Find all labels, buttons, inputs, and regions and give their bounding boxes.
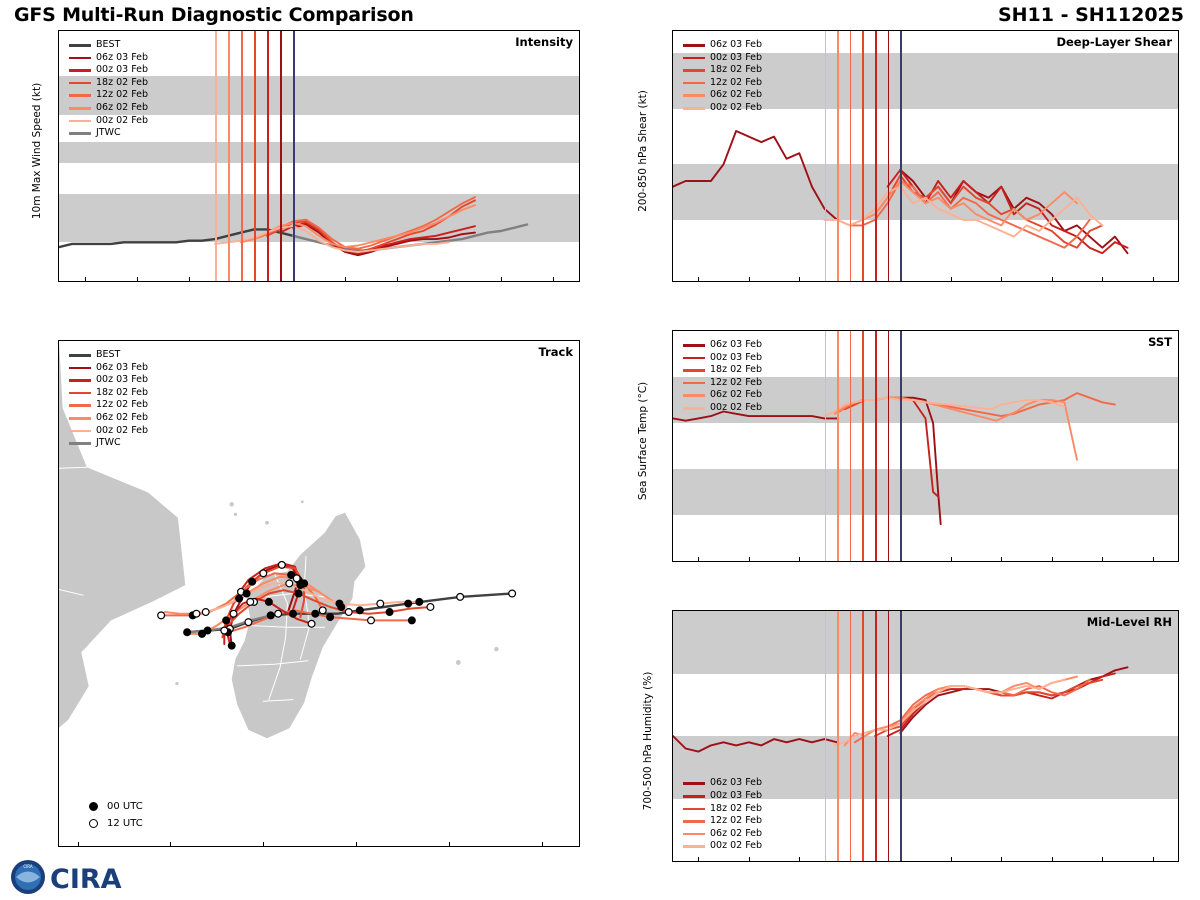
panel-sst [600,320,1200,610]
legend-item[interactable] [683,828,762,841]
run-init-line [850,611,852,861]
track-marker-00utc [408,617,415,624]
legend-swatch [683,795,705,798]
legend-item[interactable] [683,777,762,790]
legend-item[interactable] [69,115,148,128]
legend-swatch [683,344,705,347]
run-init-line [837,31,839,281]
run-init-line [837,611,839,861]
track-marker-12utc [377,600,384,607]
legend-item[interactable] [683,389,762,402]
track-marker-00utc [295,590,302,597]
legend-item[interactable] [69,64,148,77]
marker-legend-item [89,815,143,832]
track-marker-00utc [297,582,304,589]
rh-plot-area [672,610,1179,862]
track-marker-00utc [267,612,274,619]
legend-swatch [69,107,91,110]
panel-title: Mid-Level RH [1086,615,1172,629]
map-island [230,502,234,506]
run-init-line [862,331,864,561]
series-12z-02-feb [840,393,1115,416]
panel-track [0,325,600,885]
legend-label: 00z 02 Feb [710,101,763,113]
track-marker-00utc [312,610,319,617]
run-init-line [862,611,864,861]
legend-item[interactable] [683,339,762,352]
legend-swatch [69,57,91,60]
run-init-line [825,31,827,281]
track-marker-00utc [386,609,393,616]
track-marker-12utc [278,561,285,568]
legend-label: BEST [96,39,121,50]
run-init-line [267,31,269,281]
legend-label: 06z 03 Feb [710,339,763,350]
run-init-line [875,331,877,561]
legend-item[interactable] [683,52,762,65]
legend-item[interactable] [683,364,762,377]
legend-label: 00z 03 Feb [710,51,763,63]
track-marker-12utc [286,580,293,587]
track-marker-12utc [247,599,254,606]
legend-item[interactable] [683,815,762,828]
run-init-line [900,331,902,561]
legend-item[interactable] [683,402,762,415]
legend [683,777,762,853]
legend-label: 00z 03 Feb [96,374,149,386]
legend [69,39,148,140]
run-init-line [888,611,890,861]
panel-rh [600,610,1200,900]
track-marker-12utc [345,609,352,616]
legend-item[interactable] [69,102,148,115]
marker-00utc-icon [89,802,98,811]
legend-swatch [69,94,91,97]
legend-item[interactable] [69,399,148,412]
legend-item[interactable] [69,89,148,102]
legend-item[interactable] [69,349,148,362]
track-marker-12utc [308,620,315,627]
sst-y-label: Sea Surface Temp (°C) [637,381,649,501]
legend-swatch [683,357,705,360]
run-init-line [254,31,256,281]
run-init-line [850,31,852,281]
marker-legend [89,798,143,832]
map-island [301,500,304,503]
legend-swatch [683,782,705,785]
run-init-line [875,611,877,861]
track-marker-12utc [457,593,464,600]
legend-item[interactable] [69,77,148,90]
track-marker-12utc [158,612,165,619]
track-marker-00utc [336,600,343,607]
track-marker-00utc [223,617,230,624]
legend-swatch [683,82,705,85]
run-init-line [241,31,243,281]
legend-item[interactable] [683,352,762,365]
legend-label: 06z 02 Feb [710,89,763,101]
panel-shear [600,0,1200,320]
legend-label: 18z 02 Feb [96,386,149,398]
legend-item[interactable] [69,425,148,438]
legend-label: JTWC [96,437,121,449]
map-island [234,513,237,516]
legend-label: 12z 02 Feb [96,89,149,101]
series-06z-03-feb [900,170,1127,253]
map-island [456,660,461,665]
legend-label: 12z 02 Feb [96,399,149,411]
legend-swatch [683,394,705,397]
legend-label: 00z 03 Feb [96,64,149,76]
legend [683,339,762,415]
legend-swatch [69,392,91,395]
legend-label: 18z 02 Feb [710,364,763,376]
legend-label: 06z 03 Feb [710,777,763,789]
track-marker-00utc [184,629,191,636]
track-marker-00utc [416,599,423,606]
legend-swatch [69,367,91,370]
legend-item[interactable] [683,790,762,803]
track-marker-12utc [193,610,200,617]
track-marker-12utc [230,610,237,617]
shear-y-label: 200-850 hPa Shear (kt) [637,90,649,212]
legend-swatch [683,833,705,836]
track-marker-00utc [249,578,256,585]
cira-logo [8,856,128,898]
series-06z-03-feb [900,667,1127,733]
map-island [265,521,269,525]
run-init-line [888,331,890,561]
legend-label: 00z 03 Feb [710,351,763,363]
legend-label: BEST [96,349,121,360]
legend-label: 18z 02 Feb [710,802,763,814]
legend-label: 06z 02 Feb [96,411,149,423]
run-init-line [280,31,282,281]
legend-swatch [69,354,91,357]
panel-intensity [0,0,600,320]
track-marker-12utc [275,610,282,617]
run-init-line [837,331,839,561]
legend-label: 18z 02 Feb [710,64,763,76]
svg-text:CIRA: CIRA [50,864,122,895]
run-init-line [228,31,230,281]
legend-swatch [69,132,91,135]
legend-swatch [69,69,91,72]
legend-swatch [69,379,91,382]
track-marker-12utc [319,607,326,614]
legend-item[interactable] [683,377,762,390]
legend-item[interactable] [683,102,762,115]
legend-swatch [683,69,705,72]
legend-swatch [683,369,705,372]
track-marker-12utc [368,617,375,624]
track-marker-00utc [243,590,250,597]
run-init-line [850,331,852,561]
track-marker-00utc [228,642,235,649]
run-init-line [888,31,890,281]
sst-plot-area [672,330,1179,562]
legend-label: 12z 02 Feb [710,815,763,827]
legend-label: JTWC [96,127,121,139]
legend-label: 00z 02 Feb [96,114,149,126]
legend-swatch [683,44,705,47]
legend-swatch [683,820,705,823]
legend-swatch [683,382,705,385]
legend-item[interactable] [69,362,148,375]
run-init-line [825,331,827,561]
run-init-line [862,31,864,281]
series-analysis [673,131,837,220]
legend-item[interactable] [683,64,762,77]
legend-item[interactable] [69,387,148,400]
legend-swatch [69,44,91,47]
track-marker-00utc [327,614,334,621]
legend-item[interactable] [69,127,148,140]
legend-item[interactable] [69,374,148,387]
map-island [494,647,498,651]
track-marker-12utc [221,627,228,634]
legend-swatch [69,417,91,420]
legend-swatch [683,845,705,848]
legend-item[interactable] [69,52,148,65]
panel-title: SST [1148,335,1172,349]
run-init-line [900,611,902,861]
run-init-line [215,31,217,281]
track-marker-00utc [405,600,412,607]
legend-swatch [69,442,91,445]
legend-swatch [69,82,91,85]
legend-swatch [683,407,705,410]
legend [69,349,148,450]
panel-title: Deep-Layer Shear [1056,35,1172,49]
run-init-line [825,611,827,861]
track-marker-00utc [204,627,211,634]
rh-y-label: 700-500 hPa Humidity (%) [642,671,654,811]
legend-swatch [683,107,705,110]
shear-plot-area [672,30,1179,282]
legend-label: 06z 02 Feb [710,389,763,401]
track-marker-00utc [356,607,363,614]
legend-label: 00z 03 Feb [710,790,763,802]
run-init-line [293,31,295,281]
legend-label: 06z 03 Feb [96,51,149,63]
series-18z-02-feb [875,175,1102,247]
legend-label: 06z 03 Feb [710,39,763,50]
track-marker-00utc [265,599,272,606]
track-marker-12utc [509,590,516,597]
marker-legend-label: 12 UTC [107,818,143,829]
track-marker-12utc [202,609,209,616]
series-06z-03-feb [900,398,940,525]
run-init-line [875,31,877,281]
legend-item[interactable] [683,39,762,52]
panel-title: Track [538,345,573,359]
legend-swatch [69,120,91,123]
legend-label: 18z 02 Feb [96,76,149,88]
legend-label: 12z 02 Feb [710,76,763,88]
map-island [175,682,178,685]
legend-label: 12z 02 Feb [710,376,763,388]
legend-label: 00z 02 Feb [710,401,763,413]
run-init-line [900,31,902,281]
legend-swatch [683,57,705,60]
page-title: GFS Multi-Run Diagnostic Comparison [14,4,414,26]
legend-label: 00z 02 Feb [96,424,149,436]
legend-item[interactable] [683,77,762,90]
track-marker-00utc [290,610,297,617]
intensity-plot-area [58,30,580,282]
legend-item[interactable] [69,437,148,450]
track-marker-12utc [245,619,252,626]
legend-label: 06z 02 Feb [96,101,149,113]
panel-title: Intensity [515,35,573,49]
marker-legend-label: 00 UTC [107,801,143,812]
legend-item[interactable] [683,803,762,816]
track-marker-12utc [427,604,434,611]
legend-label: 06z 02 Feb [710,827,763,839]
intensity-y-label: 10m Max Wind Speed (kt) [31,82,43,220]
track-marker-12utc [293,575,300,582]
legend-label: 06z 03 Feb [96,361,149,373]
legend-label: 00z 02 Feb [710,840,763,852]
track-plot-area [58,340,580,847]
legend-swatch [683,808,705,811]
storm-id: SH11 - SH112025 [997,4,1184,26]
track-marker-00utc [236,595,243,602]
marker-legend-item [89,798,143,815]
legend-item[interactable] [69,412,148,425]
legend [683,39,762,115]
marker-12utc-icon [89,819,98,828]
track-marker-12utc [260,570,267,577]
legend-swatch [69,430,91,433]
series-analysis [673,736,837,752]
legend-swatch [69,404,91,407]
legend-item[interactable] [683,89,762,102]
svg-text:CIRA: CIRA [23,864,33,869]
legend-swatch [683,94,705,97]
legend-item[interactable] [683,840,762,853]
legend-item[interactable] [69,39,148,52]
